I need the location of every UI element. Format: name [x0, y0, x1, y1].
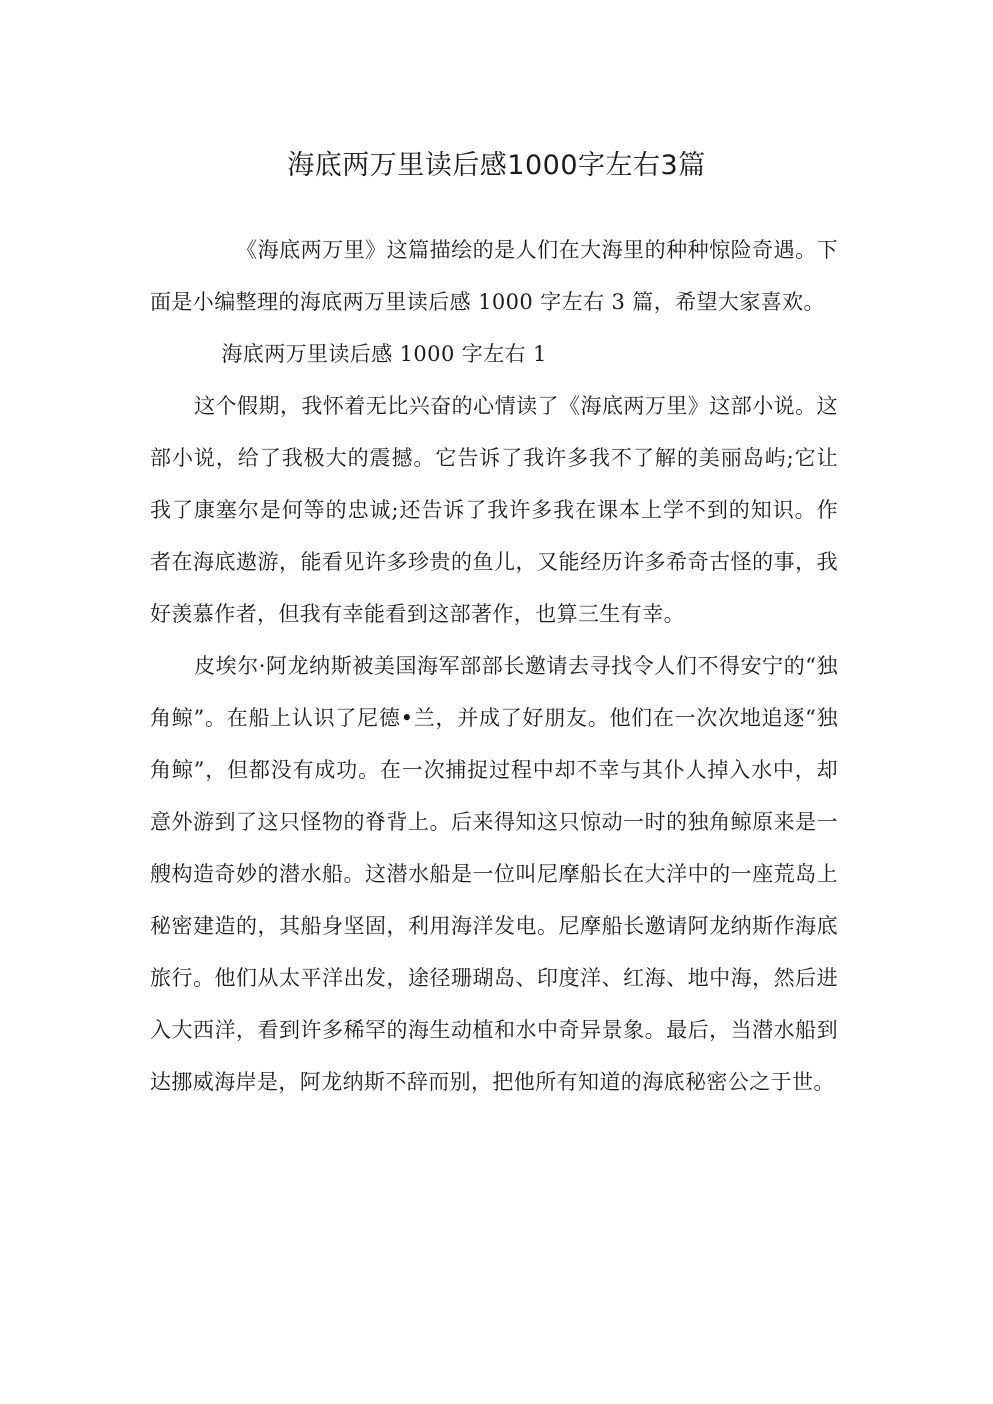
body-paragraph-1: 这个假期，我怀着无比兴奋的心情读了《海底两万里》这部小说。这部小说，给了我极大的震撼。它告诉了我许多我不了解的美丽岛屿;它让我了康塞尔是何等的忠诚;还告诉了我许多我在课本上学不到的知识。作者在海底遨游，能看见许多珍贵的鱼儿，又能经历许多希奇古怪的事，我好羡慕作者，但我有幸能看到这部著作，也算三生有幸。 [150, 394, 838, 626]
document-body [150, 224, 838, 1108]
section-heading: 海底两万里读后感 1000 字左右 1 [221, 342, 547, 366]
document-title: 海底两万里读后感1000字左右3篇 [287, 150, 706, 181]
intro-paragraph: 《海底两万里》这篇描绘的是人们在大海里的种种惊险奇遇。下面是小编整理的海底两万里读后感 1000 字左右 3 篇，希望大家喜欢。 [150, 238, 838, 314]
body-paragraph-2: 皮埃尔·阿龙纳斯被美国海军部部长邀请去寻找令人们不得安宁的“独角鲸”。在船上认识了尼德•兰，并成了好朋友。他们在一次次地追逐“独角鲸”，但都没有成功。在一次捕捉过程中却不幸与其仆人掉入水中，却意外游到了这只怪物的脊背上。后来得知这只惊动一时的独角鲸原来是一艘构造奇妙的潜水船。这潜水船是一位叫尼摩船长在大洋中的一座荒岛上秘密建造的，其船身坚固，利用海洋发电。尼摩船长邀请阿龙纳斯作海底旅行。他们从太平洋出发，途径珊瑚岛、印度洋、红海、地中海，然后进入大西洋，看到许多稀罕的海生动植和水中奇异景象。最后，当潜水船到达挪威海岸是，阿龙纳斯不辞而别，把他所有知道的海底秘密公之于世。 [150, 654, 838, 1094]
